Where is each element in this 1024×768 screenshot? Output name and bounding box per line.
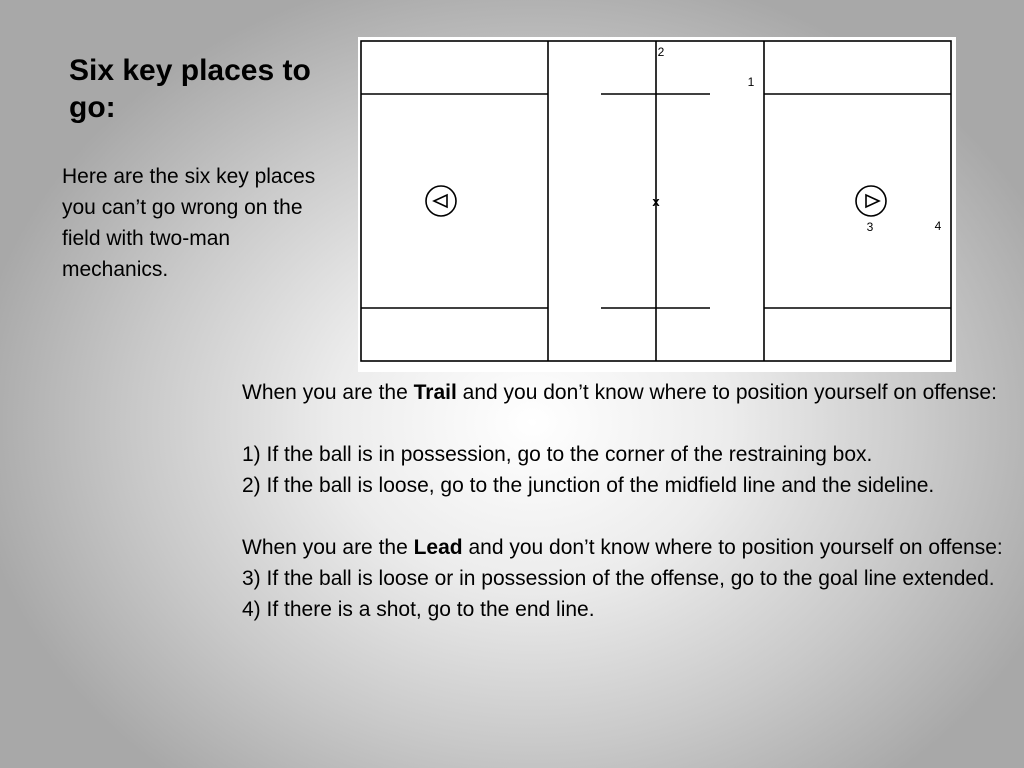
- center-mark: x: [652, 194, 660, 209]
- trail-role: Trail: [413, 381, 457, 404]
- lead-heading: When you are the Lead and you don’t know where to position yourself on offense:: [242, 536, 1003, 559]
- position-label-4: 4: [934, 219, 942, 233]
- position-label-1: 1: [747, 75, 755, 89]
- intro-text: Here are the six key places you can’t go wrong on the field with two-man mechanics.: [62, 165, 316, 281]
- trail-heading: When you are the Trail and you don’t know where to position yourself on offense:: [242, 381, 997, 404]
- trail-item-1: 1) If the ball is in possession, go to the corner of the restraining box.: [242, 443, 873, 466]
- field-diagram: [358, 37, 956, 372]
- trail-item-2: 2) If the ball is loose, go to the junction of the midfield line and the sideline.: [242, 474, 935, 497]
- slide-title: Six key places to go:: [69, 54, 311, 124]
- lacrosse-field-svg: [358, 37, 956, 372]
- left-goal-crease: [426, 186, 456, 216]
- position-label-3: 3: [866, 220, 874, 234]
- position-label-2: 2: [657, 45, 665, 59]
- lead-item-3: 3) If the ball is loose or in possession of the offense, go to the goal line extended.: [242, 567, 995, 590]
- lead-role: Lead: [413, 536, 463, 559]
- right-goal-crease: [856, 186, 886, 216]
- right-goal-icon: [866, 195, 879, 207]
- left-goal-icon: [434, 195, 447, 207]
- instructions: [242, 377, 1017, 625]
- lead-item-4: 4) If there is a shot, go to the end line.: [242, 598, 595, 621]
